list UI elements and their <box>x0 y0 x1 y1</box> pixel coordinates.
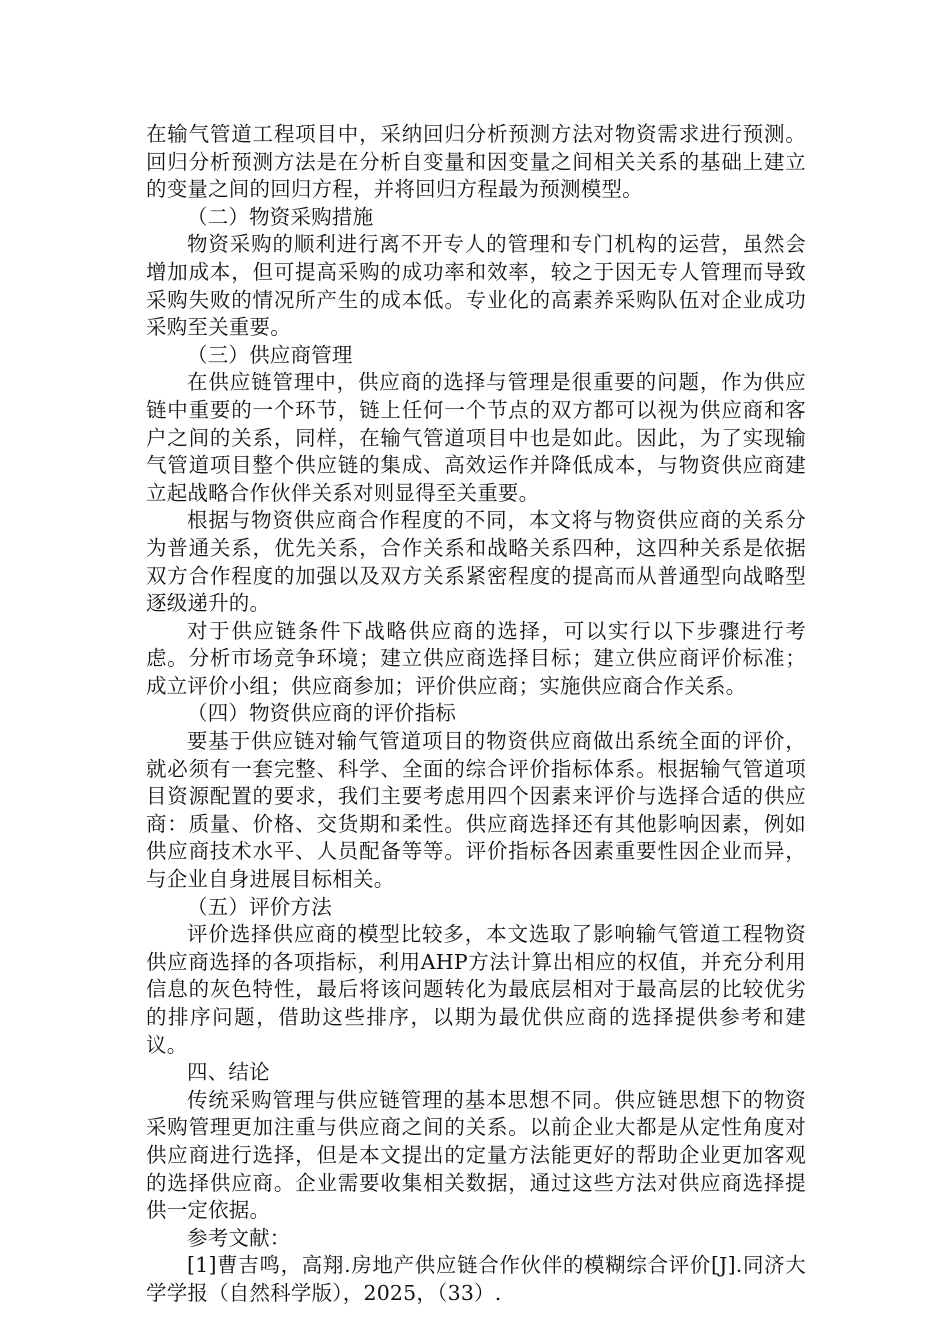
section-heading-evaluation-indicators: （四）物资供应商的评价指标 <box>187 701 457 726</box>
paragraph-evaluation-indicators: 要基于供应链对输气管道项目的物资供应商做出系统全面的评价，就必须有一套完整、科学、全面的综合评价指标体系。根据输气管道项目资源配置的要求，我们主要考虑用四个因素来评价与选择合适的供应商：质量、价格、交货期和柔性。供应商选择还有其他影响因素，例如供应商技术水平、人员配备等等。评价指标各因素重要性因企业而异，与企业自身进展目标相关。 <box>146 729 806 892</box>
section-heading-procurement-measures: （二）物资采购措施 <box>187 204 374 229</box>
paragraph-evaluation-method: 评价选择供应商的模型比较多，本文选取了影响输气管道工程物资供应商选择的各项指标，利用AHP方法计算出相应的权值，并充分利用信息的灰色特性，最后将该问题转化为最底层相对于最高层的比较优劣的排序问题，借助这些排序，以期为最优供应商的选择提供参考和建议。 <box>146 922 806 1057</box>
paragraph-strategic-supplier-steps: 对于供应链条件下战略供应商的选择，可以实行以下步骤进行考虑。分析市场竞争环境；建立供应商选择目标；建立供应商评价标准；成立评价小组；供应商参加；评价供应商；实施供应商合作关系。 <box>146 618 806 698</box>
section-heading-evaluation-method: （五）评价方法 <box>187 894 332 919</box>
document-body <box>146 121 806 1308</box>
section-heading-conclusion: 四、结论 <box>187 1060 270 1085</box>
references-heading: 参考文献： <box>187 1225 291 1250</box>
paragraph-supplier-management: 在供应链管理中，供应商的选择与管理是很重要的问题，作为供应链中重要的一个环节，链上任何一个节点的双方都可以视为供应商和客户之间的关系，同样，在输气管道项目中也是如此。因此，为了实现输气管道项目整个供应链的集成、高效运作并降低成本，与物资供应商建立起战略合作伙伴关系对则显得至关重要。 <box>146 370 806 505</box>
paragraph-conclusion: 传统采购管理与供应链管理的基本思想不同。供应链思想下的物资采购管理更加注重与供应商之间的关系。以前企业大都是从定性角度对供应商进行选择，但是本文提出的定量方法能更好的帮助企业更加客观的选择供应商。企业需要收集相关数据，通过这些方法对供应商选择提供一定依据。 <box>146 1087 806 1223</box>
paragraph-regression-forecast: 在输气管道工程项目中，采纳回归分析预测方法对物资需求进行预测。回归分析预测方法是在分析自变量和因变量之间相关关系的基础上建立的变量之间的回归方程，并将回归方程最为预测模型。 <box>146 122 806 202</box>
reference-item: [1]曹吉鸣，高翔.房地产供应链合作伙伴的模糊综合评价[J].同济大学学报（自然科学版），2025，（33）. <box>146 1253 806 1305</box>
paragraph-supplier-relationships: 根据与物资供应商合作程度的不同，本文将与物资供应商的关系分为普通关系，优先关系，合作关系和战略关系四种，这四种关系是依据双方合作程度的加强以及双方关系紧密程度的提高而从普通型向战略型逐级递升的。 <box>146 508 806 616</box>
section-heading-supplier-management: （三）供应商管理 <box>187 342 353 367</box>
paragraph-procurement-measures: 物资采购的顺利进行离不开专人的管理和专门机构的运营，虽然会增加成本，但可提高采购的成功率和效率，较之于因无专人管理而导致采购失败的情况所产生的成本低。专业化的高素养采购队伍对企业成功采购至关重要。 <box>146 232 806 340</box>
